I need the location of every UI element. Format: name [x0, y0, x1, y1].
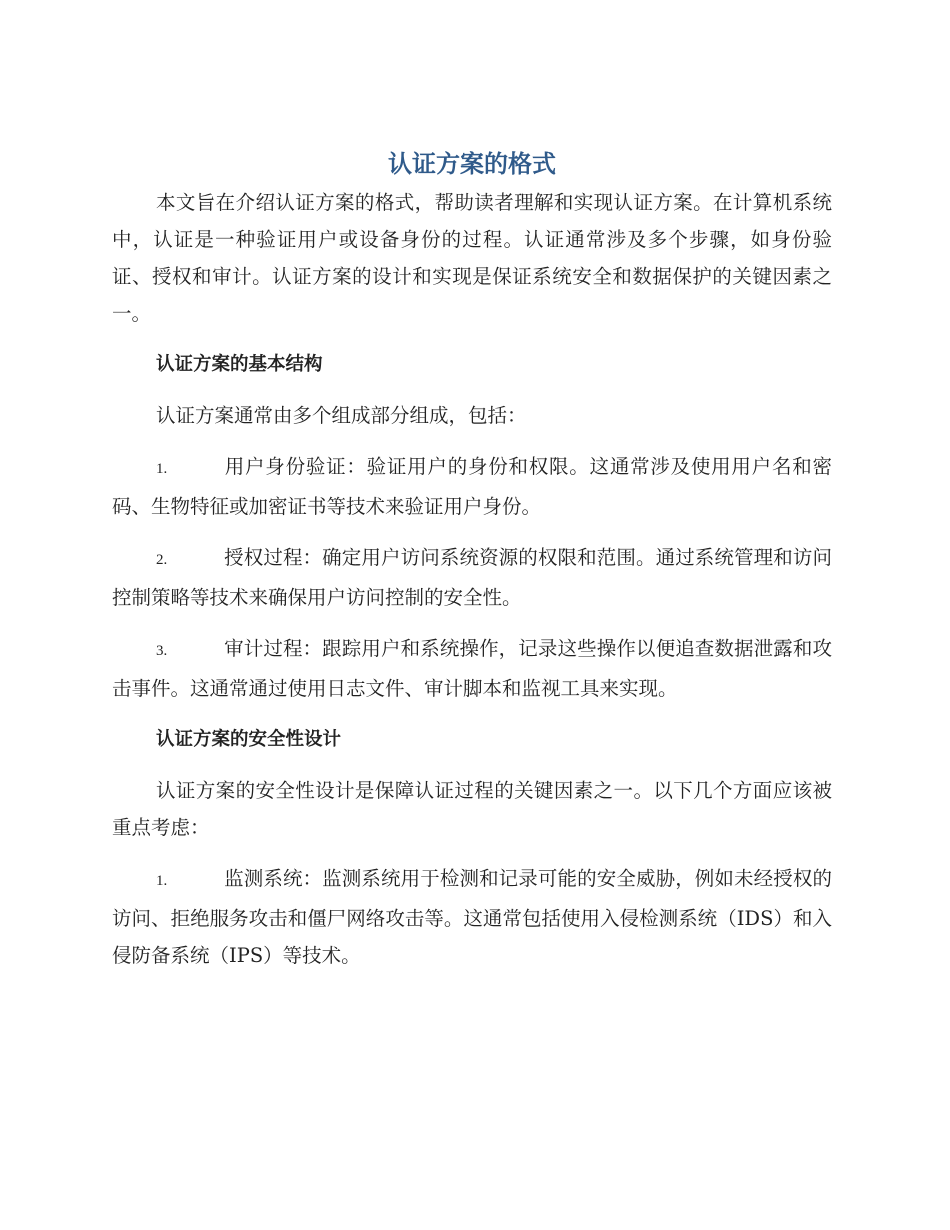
list-item-number: 1.	[156, 873, 168, 889]
list-item-number: 2.	[156, 552, 168, 568]
intro-paragraph: 本文旨在介绍认证方案的格式，帮助读者理解和实现认证方案。在计算机系统中，认证是一种验证用户或设备身份的过程。认证通常涉及多个步骤，如身份验证、授权和审计。认证方案的设计和实现是保证系统安全和数据保护的关键因素之一。	[112, 191, 832, 325]
list-item-text: 监测系统：监测系统用于检测和记录可能的安全威胁，例如未经授权的访问、拒绝服务攻击和僵尸网络攻击等。这通常包括使用入侵检测系统（IDS）和入侵防备系统（IPS）等技术。	[112, 867, 832, 967]
list-item	[112, 630, 832, 707]
list-item-text: 授权过程：确定用户访问系统资源的权限和范围。通过系统管理和访问控制策略等技术来确保用户访问控制的安全性。	[112, 546, 832, 609]
list-item	[112, 860, 832, 974]
section-heading-security-design: 认证方案的安全性设计	[156, 729, 342, 750]
list-item-number: 3.	[156, 643, 168, 659]
list-item-text: 用户身份验证：验证用户的身份和权限。这通常涉及使用用户名和密码、生物特征或加密证书等技术来验证用户身份。	[112, 455, 832, 518]
document-title: 认证方案的格式	[388, 150, 556, 178]
section2-lead-paragraph: 认证方案的安全性设计是保障认证过程的关键因素之一。以下几个方面应该被重点考虑：	[112, 779, 832, 839]
section-heading-basic-structure: 认证方案的基本结构	[156, 354, 323, 375]
list-item-number: 1.	[156, 461, 168, 477]
document-page	[112, 146, 832, 988]
list-item-text: 审计过程：跟踪用户和系统操作，记录这些操作以便追查数据泄露和攻击事件。这通常通过使用日志文件、审计脚本和监视工具来实现。	[112, 637, 832, 700]
section1-lead-paragraph: 认证方案通常由多个组成部分组成，包括：	[156, 404, 527, 427]
list-item	[112, 448, 832, 525]
list-item	[112, 539, 832, 616]
